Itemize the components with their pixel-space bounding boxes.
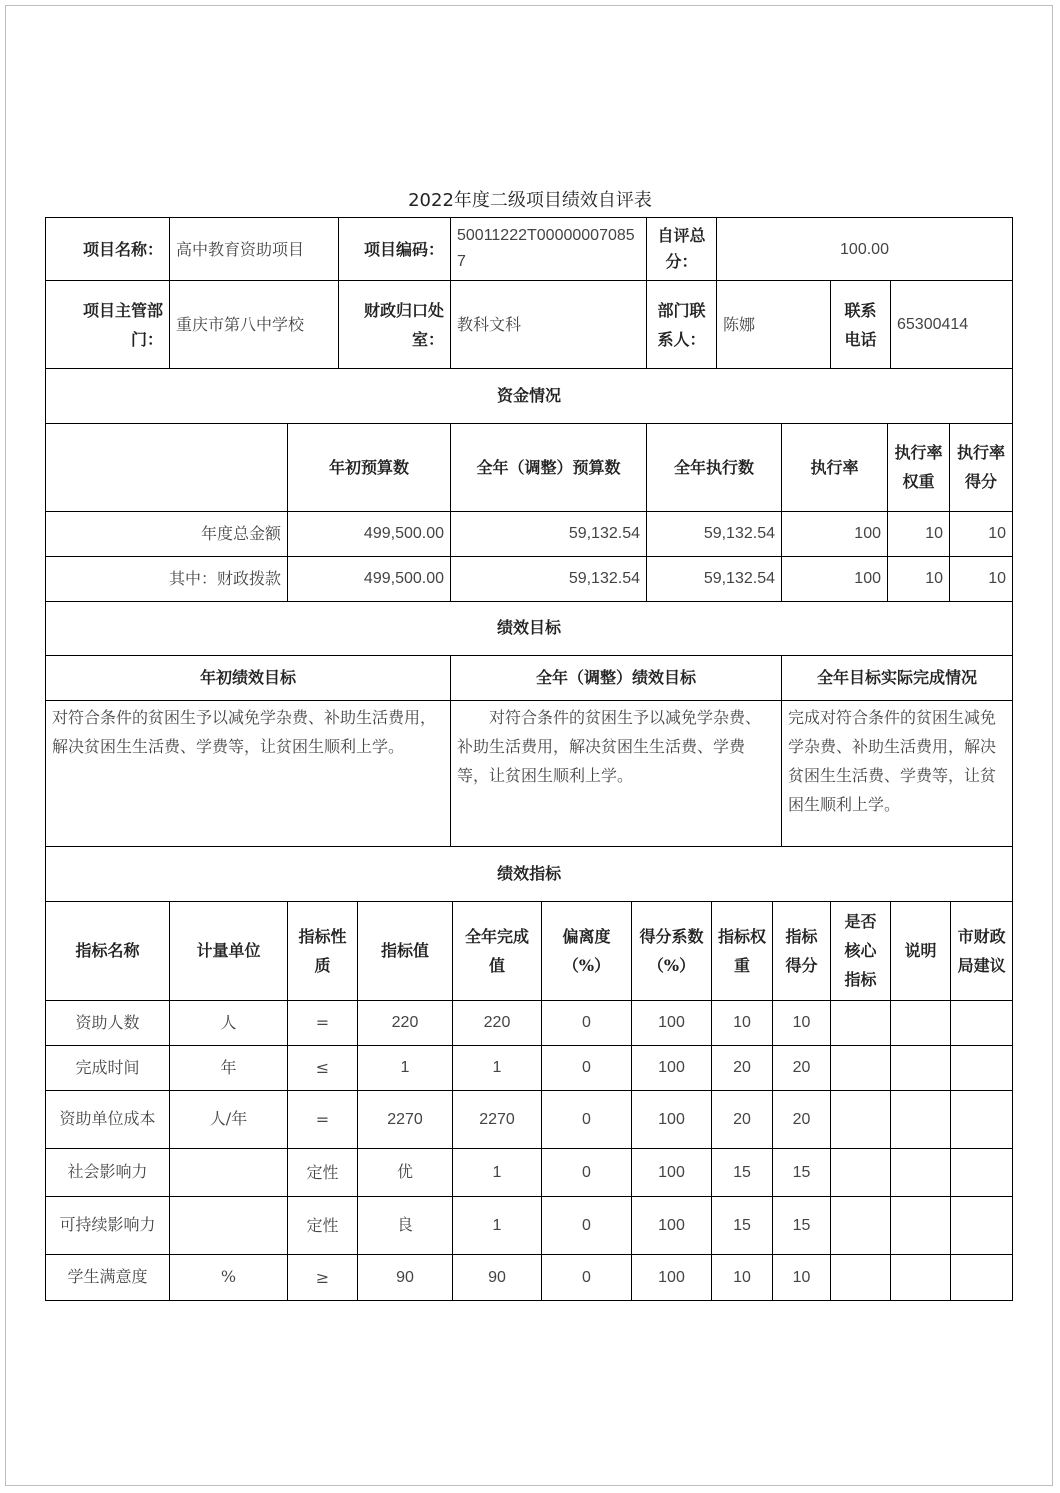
indicator-name-cell: 学生满意度	[46, 1254, 170, 1300]
funds-row-label: 其中：财政拨款	[46, 556, 288, 601]
project-name-value: 高中教育资助项目	[170, 218, 339, 281]
indicator-name-cell: 社会影响力	[46, 1148, 170, 1196]
project-code-value: 50011222T000000070857	[451, 218, 647, 281]
funds-cell: 499,500.00	[288, 556, 451, 601]
page-title: 2022年度二级项目绩效自评表	[408, 190, 652, 211]
indicator-cell	[891, 1090, 951, 1148]
indicator-cell: 10	[773, 1254, 831, 1300]
project-code-label: 项目编码：	[339, 218, 451, 281]
indicator-cell: 良	[358, 1196, 453, 1254]
indicator-cell: 15	[712, 1148, 773, 1196]
goals-text-initial: 对符合条件的贫困生予以减免学杂费、补助生活费用，解决贫困生生活费、学费等，让贫困生顺利上学。	[46, 700, 451, 846]
funds-header-rate-weight: 执行率权重	[888, 423, 950, 511]
indicator-cell	[831, 1196, 891, 1254]
contact-label: 部门联系人：	[647, 281, 717, 369]
indicator-cell: 0	[542, 1090, 632, 1148]
finance-label: 财政归口处室：	[339, 281, 451, 369]
ind-header-nature: 指标性质	[288, 901, 358, 1000]
table-row	[46, 1090, 1013, 1148]
ind-header-weight: 指标权重	[712, 901, 773, 1000]
funds-row-label: 年度总金额	[46, 511, 288, 556]
indicators-table	[45, 846, 1012, 1301]
indicator-cell: 2270	[453, 1090, 542, 1148]
table-row	[46, 1045, 1013, 1090]
indicator-cell: 优	[358, 1148, 453, 1196]
indicator-cell	[951, 1196, 1013, 1254]
ind-header-name: 指标名称	[46, 901, 170, 1000]
indicator-cell	[831, 1045, 891, 1090]
indicator-cell: 20	[773, 1045, 831, 1090]
table-row	[46, 1254, 1013, 1300]
indicator-cell	[951, 1090, 1013, 1148]
indicator-cell: 定性	[288, 1196, 358, 1254]
goals-header-adjusted: 全年（调整）绩效目标	[451, 655, 782, 700]
indicator-name-cell: 可持续影响力	[46, 1196, 170, 1254]
phone-value: 65300414	[891, 281, 1013, 369]
funds-table	[45, 368, 1012, 602]
goals-text-adjusted: 对符合条件的贫困生予以减免学杂费、补助生活费用，解决贫困生生活费、学费等，让贫困生顺利上学。	[451, 700, 782, 846]
indicator-cell	[831, 1090, 891, 1148]
indicator-cell: 220	[358, 1000, 453, 1045]
funds-cell: 10	[950, 511, 1013, 556]
funds-header-blank	[46, 423, 288, 511]
indicator-cell: 2270	[358, 1090, 453, 1148]
indicator-cell: 100	[632, 1254, 712, 1300]
indicator-cell: 定性	[288, 1148, 358, 1196]
ind-header-score: 指标得分	[773, 901, 831, 1000]
indicator-cell: 20	[712, 1090, 773, 1148]
funds-cell: 59,132.54	[647, 556, 782, 601]
funds-cell: 10	[888, 511, 950, 556]
funds-cell: 59,132.54	[451, 556, 647, 601]
indicator-cell	[891, 1148, 951, 1196]
funds-header-exec-rate: 执行率	[782, 423, 888, 511]
indicator-cell: =	[288, 1000, 358, 1045]
indicator-cell	[951, 1148, 1013, 1196]
indicator-cell: 年	[170, 1045, 288, 1090]
indicator-cell	[891, 1000, 951, 1045]
ind-header-advice: 市财政局建议	[951, 901, 1013, 1000]
project-info-table	[45, 217, 1012, 369]
funds-header-rate-score: 执行率得分	[950, 423, 1013, 511]
funds-cell: 10	[888, 556, 950, 601]
ind-header-value: 指标值	[358, 901, 453, 1000]
indicator-cell: 100	[632, 1196, 712, 1254]
indicator-cell: 0	[542, 1148, 632, 1196]
project-name-label: 项目名称：	[46, 218, 170, 281]
indicator-cell: 0	[542, 1045, 632, 1090]
indicator-cell: 0	[542, 1000, 632, 1045]
funds-cell: 59,132.54	[647, 511, 782, 556]
indicator-cell: 90	[453, 1254, 542, 1300]
indicator-cell	[170, 1148, 288, 1196]
indicators-header-row	[46, 901, 1013, 1000]
indicator-cell	[831, 1254, 891, 1300]
ind-header-unit: 计量单位	[170, 901, 288, 1000]
goals-header-initial: 年初绩效目标	[46, 655, 451, 700]
indicator-cell: 10	[773, 1000, 831, 1045]
indicator-cell: 100	[632, 1045, 712, 1090]
indicator-cell	[170, 1196, 288, 1254]
indicator-cell	[951, 1254, 1013, 1300]
indicator-cell: 100	[632, 1148, 712, 1196]
indicators-section-title: 绩效指标	[46, 846, 1013, 901]
ind-header-deviation: 偏离度（%）	[542, 901, 632, 1000]
indicator-cell: 1	[453, 1196, 542, 1254]
indicator-cell: 90	[358, 1254, 453, 1300]
dept-label: 项目主管部门：	[46, 281, 170, 369]
indicator-cell: 10	[712, 1000, 773, 1045]
indicator-cell: 100	[632, 1000, 712, 1045]
funds-row-fiscal	[46, 556, 1013, 601]
indicator-cell: 20	[773, 1090, 831, 1148]
indicator-name-cell: 完成时间	[46, 1045, 170, 1090]
goals-header-actual: 全年目标实际完成情况	[782, 655, 1013, 700]
ind-header-completed: 全年完成值	[453, 901, 542, 1000]
indicator-cell: 1	[453, 1148, 542, 1196]
indicator-cell	[891, 1045, 951, 1090]
indicator-cell	[951, 1045, 1013, 1090]
indicator-name-cell: 资助人数	[46, 1000, 170, 1045]
self-score-value: 100.00	[717, 218, 1013, 281]
funds-row-total	[46, 511, 1013, 556]
indicator-cell	[891, 1196, 951, 1254]
indicator-cell: 15	[773, 1196, 831, 1254]
phone-label: 联系电话	[831, 281, 891, 369]
indicator-cell	[831, 1148, 891, 1196]
funds-header-adjusted-budget: 全年（调整）预算数	[451, 423, 647, 511]
ind-header-core: 是否核心指标	[831, 901, 891, 1000]
self-score-label: 自评总分：	[647, 218, 717, 281]
indicator-name-cell: 资助单位成本	[46, 1090, 170, 1148]
funds-header-executed: 全年执行数	[647, 423, 782, 511]
funds-header-initial-budget: 年初预算数	[288, 423, 451, 511]
funds-cell: 10	[950, 556, 1013, 601]
funds-cell: 100	[782, 511, 888, 556]
ind-header-note: 说明	[891, 901, 951, 1000]
table-row	[46, 1196, 1013, 1254]
indicator-cell: 100	[632, 1090, 712, 1148]
indicator-cell: 10	[712, 1254, 773, 1300]
indicator-cell: ≥	[288, 1254, 358, 1300]
table-row	[46, 1148, 1013, 1196]
indicator-cell: %	[170, 1254, 288, 1300]
indicator-cell: 人/年	[170, 1090, 288, 1148]
indicator-cell	[951, 1000, 1013, 1045]
ind-header-coefficient: 得分系数（%）	[632, 901, 712, 1000]
indicator-cell: 0	[542, 1254, 632, 1300]
funds-cell: 100	[782, 556, 888, 601]
dept-value: 重庆市第八中学校	[170, 281, 339, 369]
indicator-cell: =	[288, 1090, 358, 1148]
indicator-cell: 220	[453, 1000, 542, 1045]
indicator-cell: 15	[773, 1148, 831, 1196]
indicator-cell: ≤	[288, 1045, 358, 1090]
funds-cell: 499,500.00	[288, 511, 451, 556]
table-row	[46, 1000, 1013, 1045]
indicator-cell: 人	[170, 1000, 288, 1045]
indicator-cell	[891, 1254, 951, 1300]
indicator-cell: 1	[358, 1045, 453, 1090]
goals-table	[45, 600, 1012, 847]
indicator-cell: 0	[542, 1196, 632, 1254]
funds-section-title: 资金情况	[46, 368, 1013, 423]
indicator-cell	[831, 1000, 891, 1045]
goals-text-actual: 完成对符合条件的贫困生减免学杂费、补助生活费用，解决贫困生生活费、学费等，让贫困生顺利上学。	[782, 700, 1013, 846]
contact-value: 陈娜	[717, 281, 831, 369]
indicator-cell: 1	[453, 1045, 542, 1090]
indicator-cell: 20	[712, 1045, 773, 1090]
goals-section-title: 绩效目标	[46, 600, 1013, 655]
indicator-cell: 15	[712, 1196, 773, 1254]
funds-cell: 59,132.54	[451, 511, 647, 556]
finance-value: 教科文科	[451, 281, 647, 369]
